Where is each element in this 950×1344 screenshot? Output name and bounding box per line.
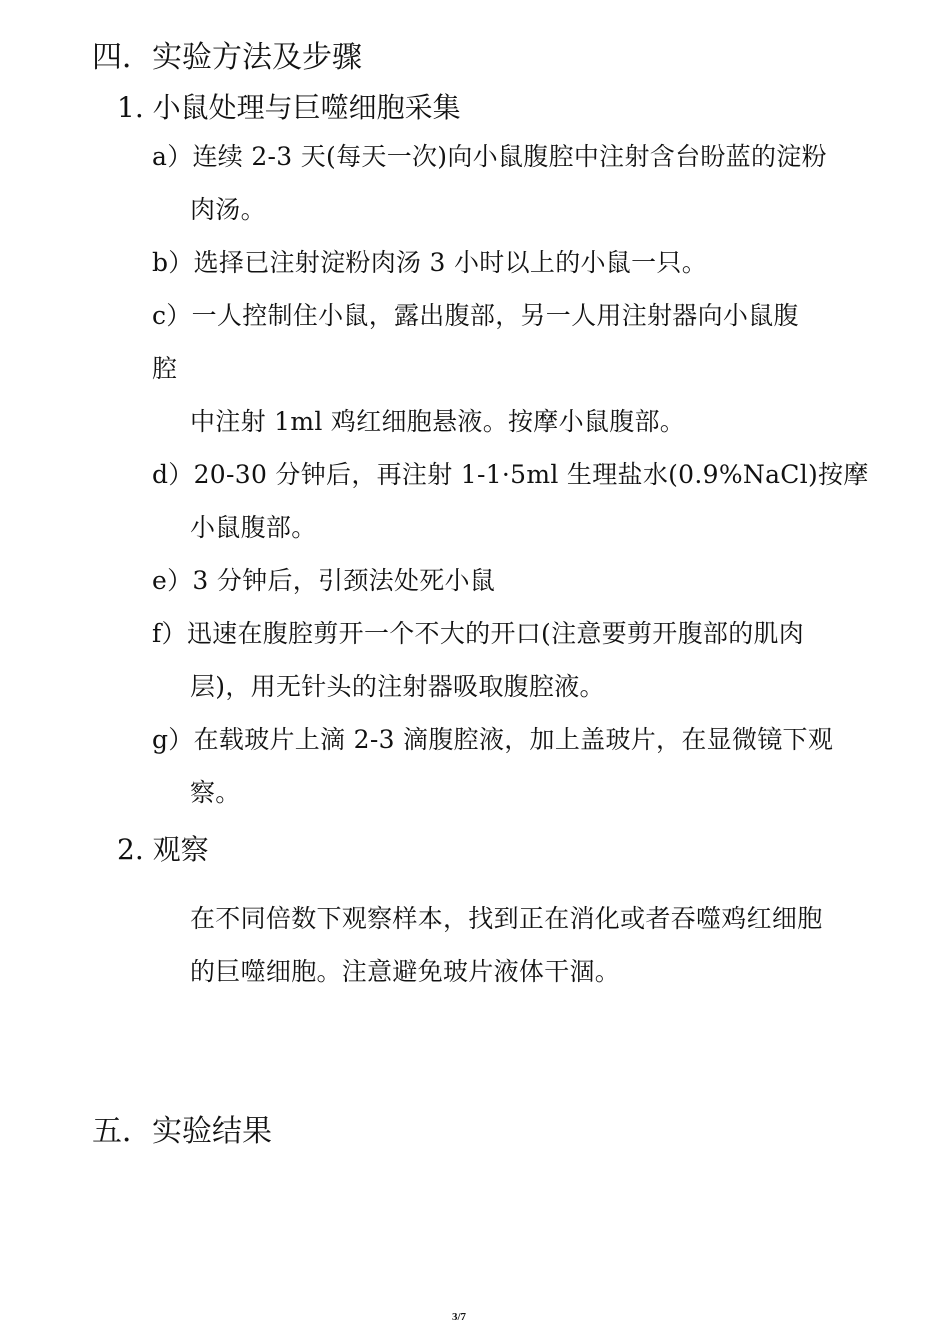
step-a-line-1: a）连续 2-3 天(每天一次)向小鼠腹腔中注射含台盼蓝的淀粉	[152, 142, 827, 171]
step-c-line-1: c）一人控制住小鼠，露出腹部，另一人用注射器向小鼠腹	[152, 301, 799, 330]
step-g-line-2: 察。	[190, 778, 241, 807]
step-c-line-3: 中注射 1ml 鸡红细胞悬液。按摩小鼠腹部。	[190, 407, 686, 436]
observation-line-1: 在不同倍数下观察样本，找到正在消化或者吞噬鸡红细胞	[190, 904, 823, 933]
step-d-line-1: d）20-30 分钟后，再注射 1-1·5ml 生理盐水(0.9%NaCl)按摩	[152, 460, 869, 489]
step-c-line-2: 腔	[152, 354, 178, 383]
step-g-line-1: g）在载玻片上滴 2-3 滴腹腔液，加上盖玻片，在显微镜下观	[152, 725, 834, 754]
step-f-line-1: f）迅速在腹腔剪开一个不大的开口(注意要剪开腹部的肌肉	[152, 619, 805, 648]
section-4-heading: 四．实验方法及步骤	[92, 40, 362, 75]
subsection-2-heading: 2. 观察	[117, 833, 209, 866]
step-a-line-2: 肉汤。	[190, 195, 266, 224]
subsection-1-heading: 1. 小鼠处理与巨噬细胞采集	[117, 91, 461, 124]
observation-line-2: 的巨噬细胞。注意避免玻片液体干涸。	[190, 957, 621, 986]
step-f-line-2: 层)，用无针头的注射器吸取腹腔液。	[190, 672, 605, 701]
step-e-line-1: e）3 分钟后，引颈法处死小鼠	[152, 566, 496, 595]
step-d-line-2: 小鼠腹部。	[190, 513, 317, 542]
section-5-heading: 五．实验结果	[92, 1114, 272, 1149]
step-b-line-1: b）选择已注射淀粉肉汤 3 小时以上的小鼠一只。	[152, 248, 708, 277]
page-number: 3/7	[451, 1311, 467, 1323]
